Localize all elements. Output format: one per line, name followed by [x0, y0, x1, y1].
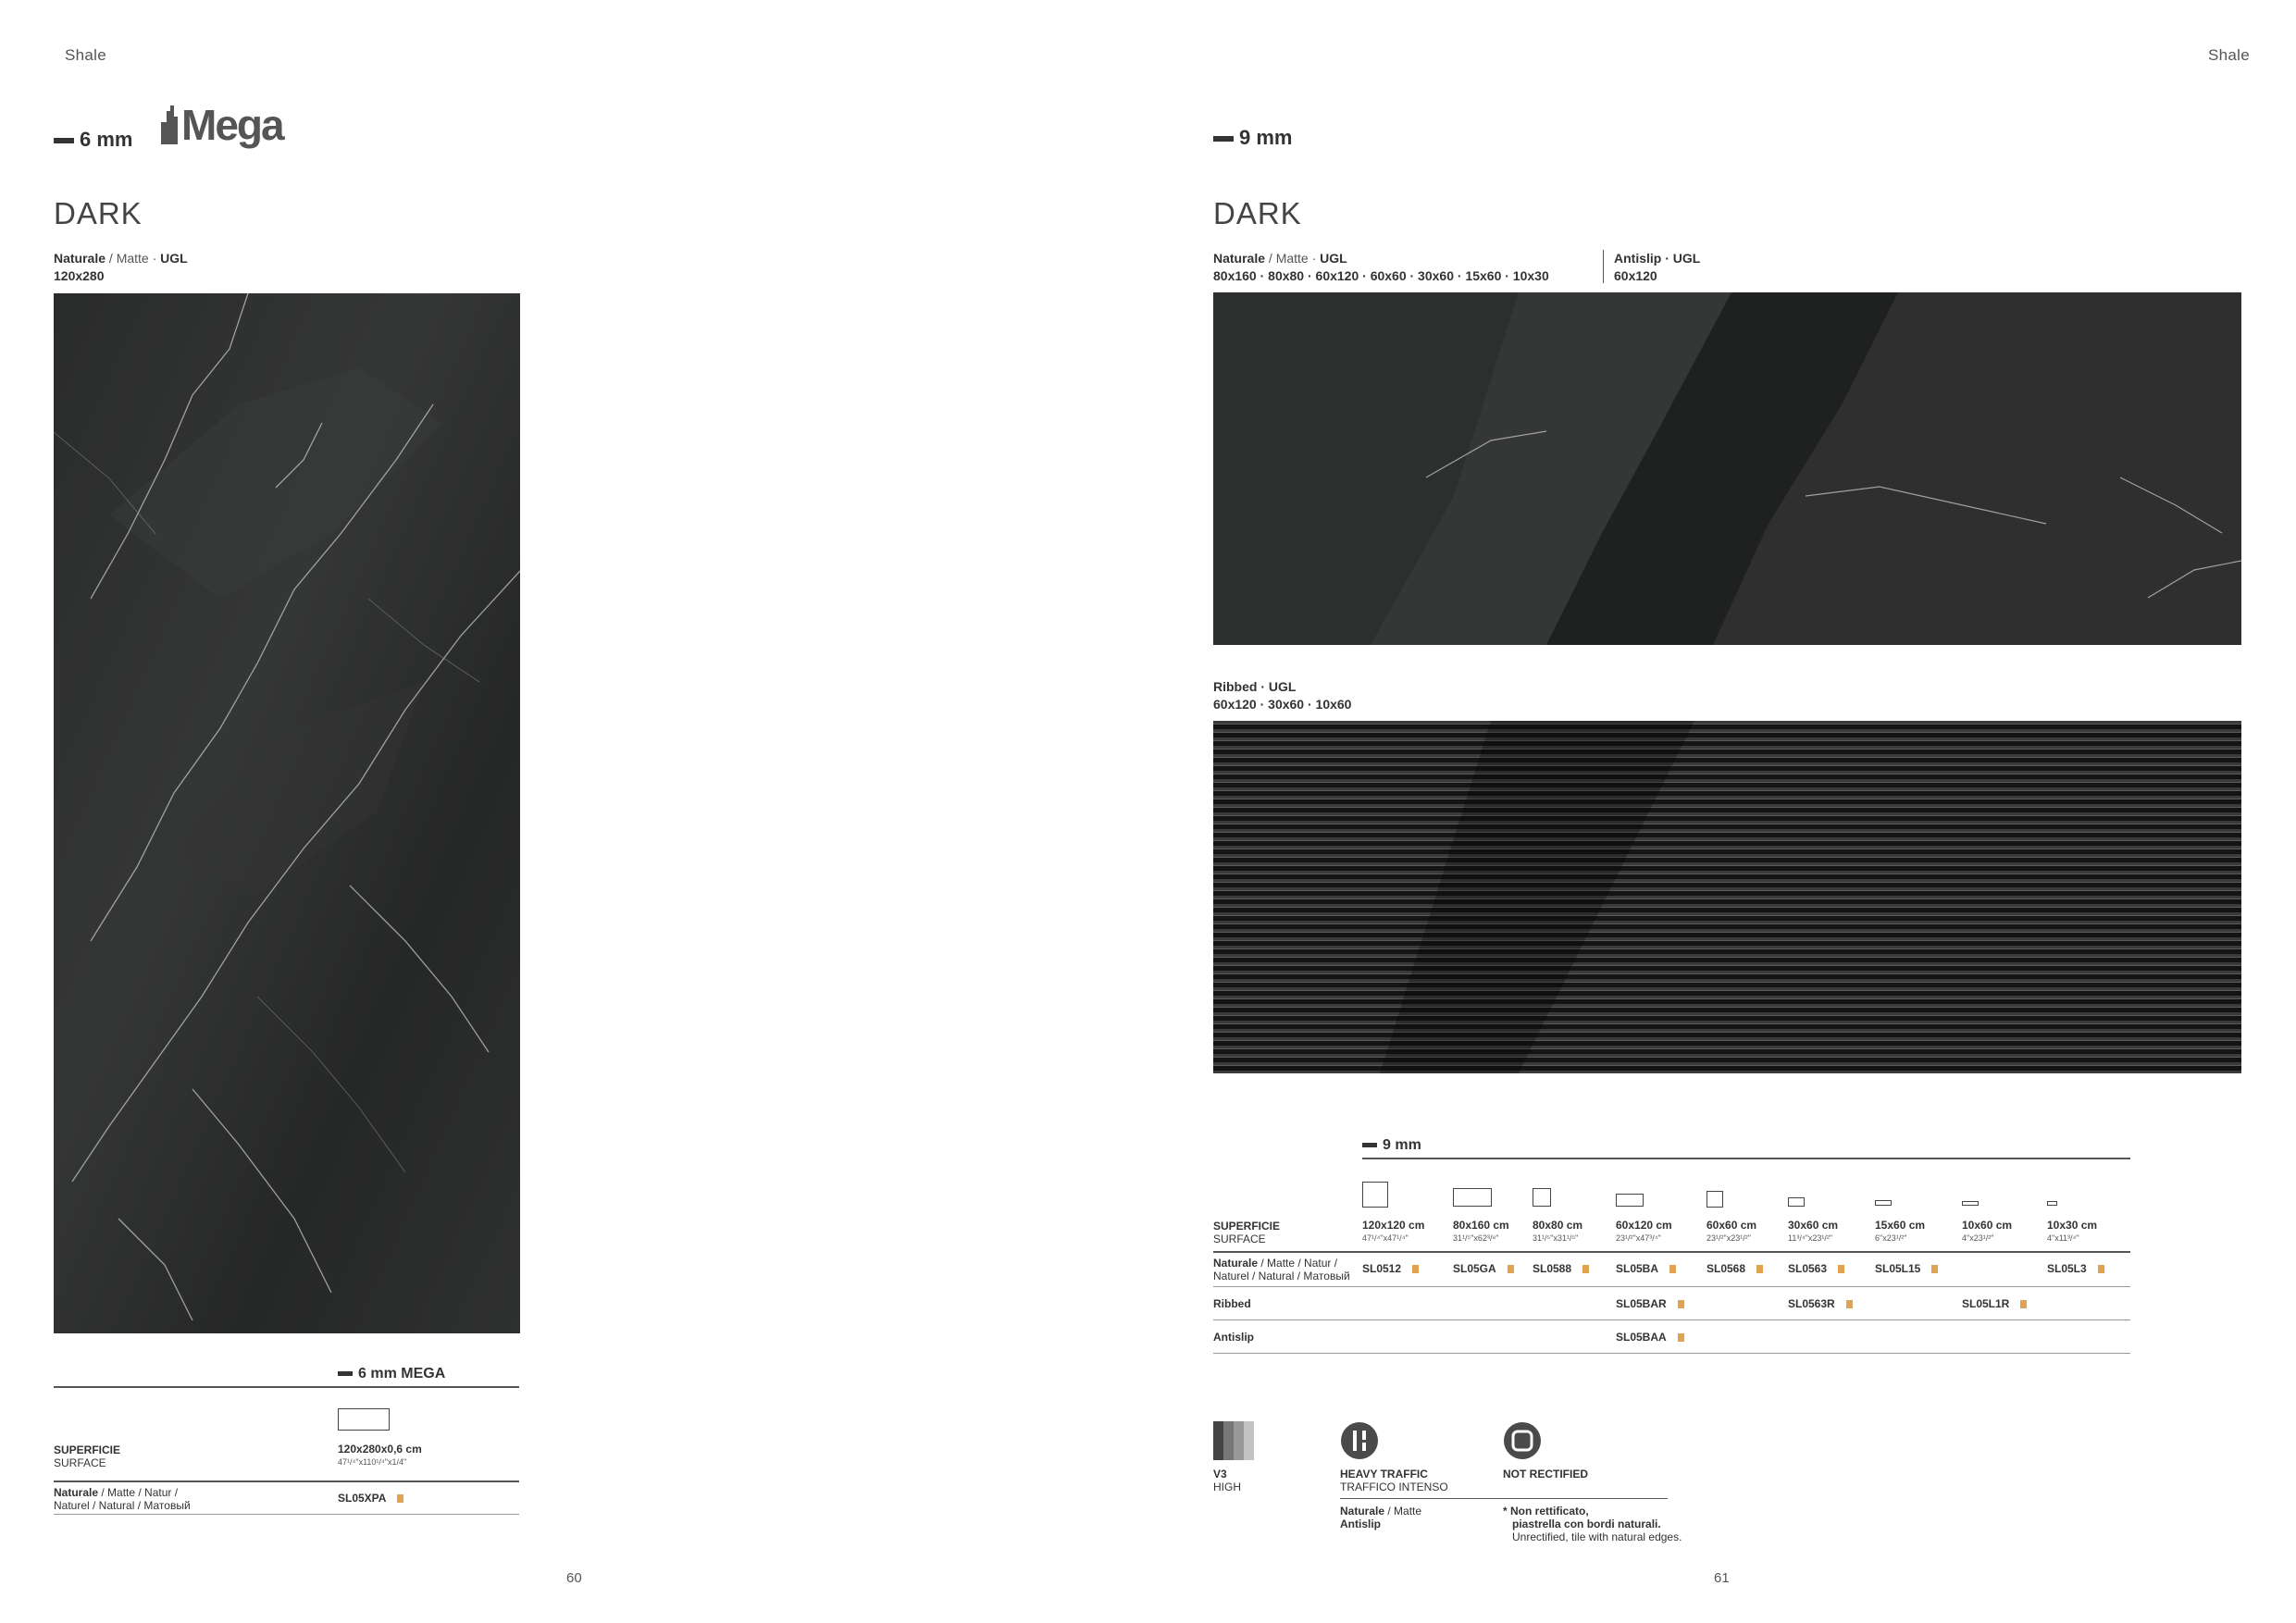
availability-marker [1412, 1265, 1419, 1273]
shape-30x60 [1788, 1197, 1805, 1207]
ribbed-texture [1213, 721, 2241, 1073]
finish-spec [54, 250, 188, 285]
availability-marker [1846, 1300, 1853, 1308]
availability-marker [1582, 1265, 1589, 1273]
traffic-finishes: Naturale / Matte Antislip [1340, 1505, 1422, 1530]
tile-image-mega [54, 293, 520, 1333]
size-cell: 120x280x0,6 cm 47¹/⁴"x110¹/⁴"x1/4" [338, 1443, 422, 1467]
code-naturale-30x60: SL0563 [1788, 1262, 1844, 1275]
size-col-7: 15x60 cm 6"x23¹/²" [1875, 1219, 1926, 1243]
availability-marker [1838, 1265, 1844, 1273]
code-naturale-10x30: SL05L3 [2047, 1262, 2104, 1275]
finish-row-label: Naturale / Matte / Natur / Naturel / Natural / Матовый [54, 1486, 191, 1512]
row-label-antislip: Antislip [1213, 1331, 1254, 1344]
code-ribbed-60x120: SL05BAR [1616, 1297, 1684, 1310]
size-col-3: 80x80 cm 31¹/⁵"x31¹/⁵" [1533, 1219, 1583, 1243]
heavy-traffic-label: HEAVY TRAFFIC TRAFFICO INTENSO [1340, 1468, 1448, 1493]
shape-10x30 [2047, 1201, 2057, 1206]
size-col-8: 10x60 cm 4"x23¹/²" [1962, 1219, 2013, 1243]
code-cell: SL05XPA [338, 1492, 403, 1505]
shape-80x160 [1453, 1188, 1492, 1207]
thickness-label: 6 mm [54, 128, 132, 152]
availability-marker [397, 1494, 403, 1503]
page-number-left: 60 [566, 1570, 582, 1586]
code-antislip-60x120: SL05BAA [1616, 1331, 1684, 1344]
tile-image-ribbed [1213, 721, 2241, 1073]
header-left: Shale [65, 46, 106, 64]
availability-marker [1508, 1265, 1514, 1273]
size-col-6: 30x60 cm 11³/⁴"x23¹/²" [1788, 1219, 1839, 1243]
availability-marker [2020, 1300, 2027, 1308]
marble-texture [54, 293, 520, 1333]
surface-label: SUPERFICIE SURFACE [54, 1443, 121, 1469]
table-rule-header-right [1213, 1251, 2130, 1253]
tile-shape-icon [338, 1408, 390, 1431]
table-rule-top [54, 1386, 519, 1388]
page-number-right: 61 [1714, 1570, 1730, 1586]
finish-ugl: UGL [160, 251, 188, 266]
ribbed-spec: Ribbed · UGL 60x120 · 30x60 · 10x60 [1213, 679, 1352, 712]
table-heading-9mm: 9 mm [1362, 1137, 1421, 1154]
code-naturale-60x60: SL0568 [1706, 1262, 1763, 1275]
shape-60x60 [1706, 1191, 1723, 1208]
antislip-spec: Antislip · UGL 60x120 [1614, 251, 1701, 283]
code-ribbed-30x60: SL0563R [1788, 1297, 1853, 1310]
row-rule-3 [1213, 1353, 2130, 1354]
shape-60x120 [1616, 1194, 1644, 1207]
availability-marker [1678, 1333, 1684, 1342]
spec-divider [1603, 250, 1604, 283]
table-rule-top-right [1362, 1158, 2130, 1159]
code-ribbed-10x60: SL05L1R [1962, 1297, 2027, 1310]
not-rectified-icon [1503, 1421, 1542, 1465]
not-rectified-label: NOT RECTIFIED [1503, 1468, 1588, 1481]
header-right: Shale [2208, 46, 2250, 64]
shape-10x60 [1962, 1201, 1979, 1206]
row-rule-1 [1213, 1286, 2130, 1287]
finish-main: Naturale [54, 251, 106, 266]
availability-marker [1756, 1265, 1763, 1273]
row-rule-2 [1213, 1319, 2130, 1320]
size-col-5: 60x60 cm 23¹/²"x23¹/²" [1706, 1219, 1757, 1243]
code-naturale-120x120: SL0512 [1362, 1262, 1419, 1275]
availability-marker [2098, 1265, 2104, 1273]
finish-rest: / Matte · [108, 251, 157, 266]
shape-80x80 [1533, 1188, 1551, 1207]
surface-label-right: SUPERFICIE SURFACE [1213, 1220, 1281, 1245]
size-col-2: 80x160 cm 31¹/⁵"x62³/⁸" [1453, 1219, 1509, 1243]
legend-rule [1340, 1498, 1668, 1499]
code-naturale-80x80: SL0588 [1533, 1262, 1589, 1275]
size-col-4: 60x120 cm 23¹/²"x47³/⁴" [1616, 1219, 1672, 1243]
availability-marker [1931, 1265, 1938, 1273]
not-rectified-note: * Non rettificato, piastrella con bordi naturali. Unrectified, tile with natural edges. [1503, 1505, 1682, 1543]
table-heading-mega: 6 mm MEGA [338, 1366, 445, 1382]
code-naturale-60x120: SL05BA [1616, 1262, 1676, 1275]
page-title-right: DARK [1213, 196, 1302, 230]
tile-image-naturale [1213, 292, 2241, 645]
heavy-traffic-icon [1340, 1421, 1379, 1465]
page-title: DARK [54, 196, 143, 230]
table-rule-bottom [54, 1514, 519, 1515]
availability-marker [1669, 1265, 1676, 1273]
availability-marker [1678, 1300, 1684, 1308]
shape-15x60 [1875, 1200, 1892, 1206]
row-label-naturale: Naturale / Matte / Natur / Naturel / Natural / Матовый [1213, 1257, 1350, 1282]
variation-label: V3 HIGH [1213, 1468, 1241, 1493]
slate-texture [1213, 292, 2241, 645]
code-naturale-80x160: SL05GA [1453, 1262, 1514, 1275]
shape-120x120 [1362, 1182, 1388, 1208]
row-label-ribbed: Ribbed [1213, 1297, 1251, 1310]
size-col-1: 120x120 cm 47¹/⁴"x47¹/⁴" [1362, 1219, 1425, 1243]
size-col-9: 10x30 cm 4"x11³/⁴" [2047, 1219, 2098, 1243]
naturale-spec: Naturale / Matte · UGL 80x160 · 80x80 · 60x120 · 60x60 · 30x60 · 15x60 · 10x30 [1213, 251, 1549, 283]
table-rule-mid [54, 1481, 519, 1482]
thickness-label-right: 9 mm [1213, 126, 1292, 150]
code-naturale-15x60: SL05L15 [1875, 1262, 1938, 1275]
finish-size: 120x280 [54, 268, 105, 283]
variation-icon [1213, 1421, 1254, 1460]
mega-logo-text: Mega [181, 101, 283, 149]
